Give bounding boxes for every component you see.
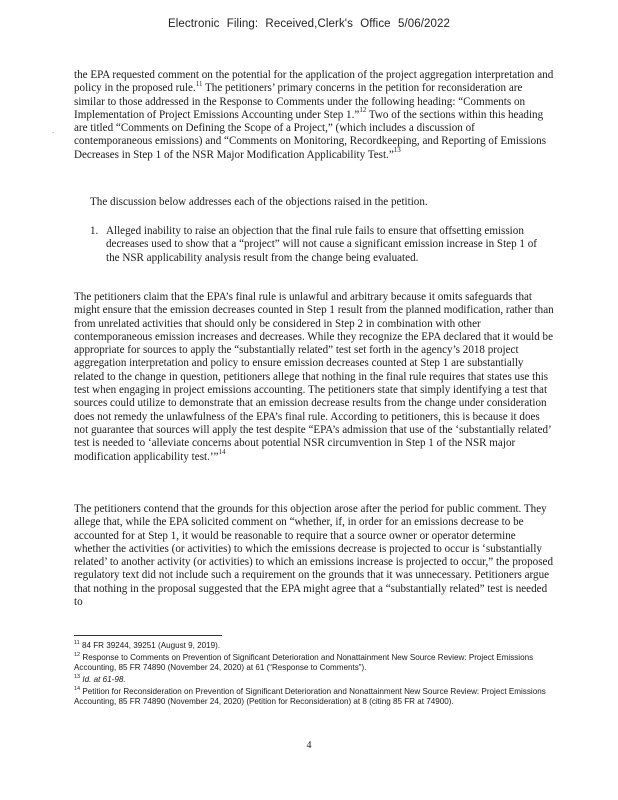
page-number: 4 bbox=[306, 740, 312, 751]
filing-stamp: Electronic Filing: Received,Clerk's Office 5/06/2022 bbox=[167, 18, 451, 30]
footnote-ref-11[interactable]: 11 bbox=[195, 79, 203, 88]
paragraph-1-text-a: the EPA requested comment on the potential for the application of the project aggregation interpretation and policy in the proposed rule. bbox=[74, 69, 554, 95]
footnote-14-number: 14 bbox=[74, 686, 81, 693]
footnote-13 bbox=[74, 675, 554, 685]
footnote-14 bbox=[74, 687, 554, 708]
footnote-11-number: 11 bbox=[74, 640, 80, 647]
list-item-1-number: 1. bbox=[90, 225, 99, 237]
paragraph-4: The petitioners contend that the grounds for this objection arose after the period for public comment. They allege that, while the EPA solicited comment on “whether, if, in order for an emissions decrease to be accounted for at Step 1, it would be reasonable to require that a source owner or operator determine whether the activities (or activities) to which the emissions decrease is projected to occur is ‘substantially related’ to another activity (or activities) to which an emissions increase is projected to occur,” the proposed regulatory text did not include such a requirement on the grounds that it was unnecessary. Petitioners argue that nothing in the proposal suggested that the EPA might agree that a “substantially related” test is needed to bbox=[74, 503, 553, 609]
footnote-13-number: 13 bbox=[74, 674, 81, 681]
footnote-divider bbox=[74, 635, 222, 636]
margin-mark: - bbox=[52, 130, 55, 137]
paragraph-2: The discussion below addresses each of the objections raised in the petition. bbox=[90, 196, 428, 208]
footnote-ref-13[interactable]: 13 bbox=[393, 146, 401, 155]
footnote-13-text: Id. at 61-98. bbox=[80, 675, 126, 684]
footnote-12-text: Response to Comments on Prevention of Significant Deterioration and Nonattainment New Source Review: Project Emissions Accounting, 85 FR 74890 (November 24, 2020) at 61 (“Response to Comments”). bbox=[74, 653, 534, 673]
footnote-12-number: 12 bbox=[74, 652, 81, 659]
paragraph-1-text-c: Two of the sections within this heading are titled “Comments on Defining the Scope of a Project,” (which includes a discussion of contemporaneous emissions) and “Comments on Monitoring, Recordkeeping, and Reporting of Emissions Decreases in Step 1 of the NSR Major Modification Applicability Test.” bbox=[74, 108, 547, 161]
footnote-ref-12[interactable]: 12 bbox=[359, 106, 367, 115]
paragraph-1 bbox=[74, 69, 554, 162]
list-item-1-text: Alleged inability to raise an objection that the final rule fails to ensure that offsetting emission decreases used to show that a “project” will not cause a significant emission increase in Step 1 of the NSR applicability analysis result from the change being evaluated. bbox=[106, 225, 537, 264]
footnote-14-text: Petition for Reconsideration on Prevention of Significant Deterioration and Nonattainment New Source Review: Project Emissions Accounting, 85 FR 74890 (November 24, 2020) (Petition for Reconsideration) at 8 (citing 85 FR at 74900). bbox=[74, 687, 546, 707]
footnote-11 bbox=[74, 641, 554, 651]
list-item-1 bbox=[90, 225, 546, 265]
footnote-11-text: 84 FR 39244, 39251 (August 9, 2019). bbox=[79, 641, 221, 650]
paragraph-3 bbox=[74, 291, 554, 464]
footnote-ref-14[interactable]: 14 bbox=[218, 447, 226, 456]
footnote-12 bbox=[74, 653, 554, 674]
paragraph-1-text-b: The petitioners’ primary concerns in the petition for reconsideration are similar to those addressed in the Response to Comments under the following heading: “Comments on Implementation of Project Emissions Accounting under Step 1.” bbox=[74, 82, 526, 121]
paragraph-3-text: The petitioners claim that the EPA’s final rule is unlawful and arbitrary because it omits safeguards that might ensure that the emission decreases counted in Step 1 result from the planned modification, rather than from unrelated activities that should only be considered in Step 2 in combination with other contemporaneous emission increases and decreases. While they recognize the EPA declared that it would be appropriate for sources to apply the “substantially related” test set forth in the agency’s 2018 project aggregation interpretation and policy to ensure emission decreases counted at Step 1 are substantially related to the change in question, petitioners allege that nothing in the final rule requires that states use this test when engaging in project emissions accounting. The petitioners state that simply identifying a test that sources could utilize to demonstrate that an emission decrease results from the change under consideration does not remedy the unlawfulness of the EPA’s final rule. According to petitioners, this is because it does not guarantee that sources will apply the test despite “EPA’s admission that use of the ‘substantially related’ test is needed to ‘alleviate concerns about potential NSR circumvention in Step 1 of the NSR major modification applicability test.’” bbox=[74, 291, 554, 463]
